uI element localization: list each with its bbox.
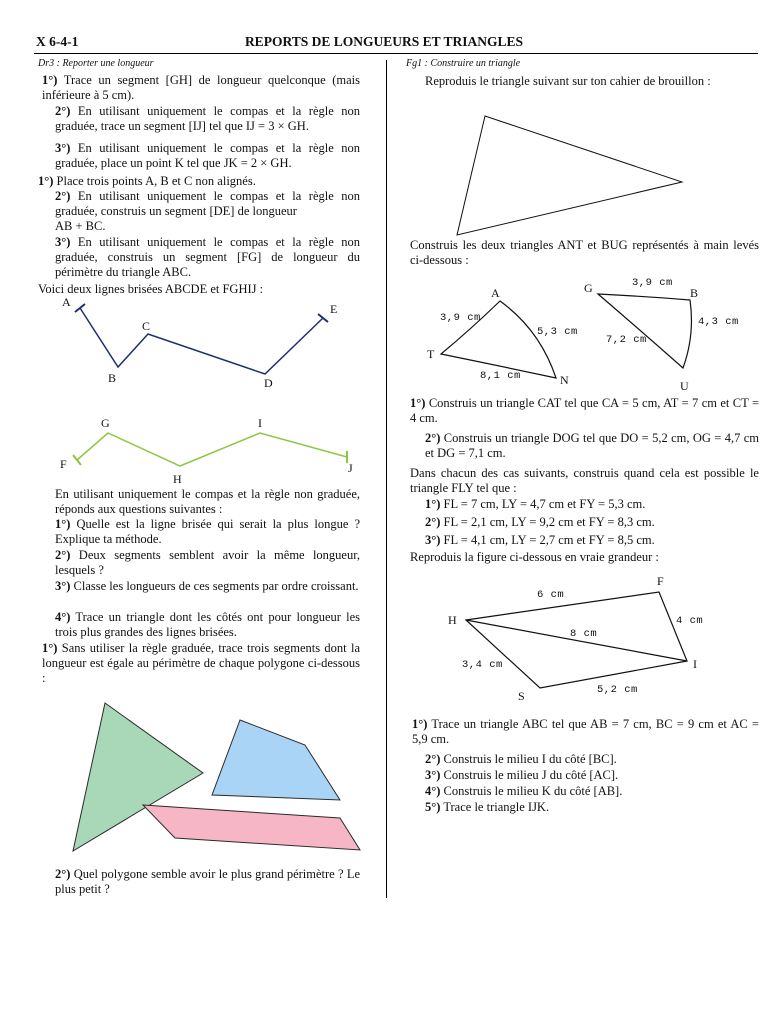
right-ex6-q2: 2°) Construis le milieu I du côté [BC]. <box>425 752 617 766</box>
point-i: I <box>258 416 262 430</box>
bug-len-gu: 7,2 cm <box>606 334 647 346</box>
bug-label-g: G <box>584 281 593 295</box>
left-ex3-q4: 4°) Trace un triangle dont les côtés ont pour longueur les trois plus grandes des lignes brisées. <box>55 610 360 639</box>
right-ex4-q2: 2°) FL = 2,1 cm, LY = 9,2 cm et FY = 8,3 cm. <box>425 515 655 529</box>
left-ex1-q1: 1°) Trace un segment [GH] de longueur quelconque (mais inférieure à 5 cm). <box>42 73 360 102</box>
point-e: E <box>330 302 338 316</box>
right-ex1-text: Reproduis le triangle suivant sur ton cahier de brouillon : <box>425 74 711 88</box>
doc-code: X 6-4-1 <box>36 34 79 49</box>
ant-label-a: A <box>491 286 500 300</box>
left-ex2-q2b: AB + BC. <box>55 219 106 233</box>
ant-len-an: 5,3 cm <box>537 326 578 338</box>
point-f: F <box>60 457 67 471</box>
point-g: G <box>101 416 110 430</box>
ant-label-t: T <box>427 347 435 361</box>
left-ex3-q3: 3°) Classe les longueurs de ces segments par ordre croissant. <box>55 579 359 593</box>
fhis-label-s: S <box>518 689 525 703</box>
right-ex4-q1: 1°) FL = 7 cm, LY = 4,7 cm et FY = 5,3 cm. <box>425 497 646 511</box>
right-ex4-q3: 3°) FL = 4,1 cm, LY = 2,7 cm et FY = 8,5 cm. <box>425 533 655 547</box>
left-ex1-q3: 3°) En utilisant uniquement le compas et la règle non graduée, place un point K tel que JK = 2 × GH. <box>55 141 361 170</box>
bug-label-u: U <box>680 379 689 393</box>
fhis-label-i: I <box>693 657 697 671</box>
point-c: C <box>142 319 151 333</box>
fhis-label-h: H <box>448 613 457 627</box>
left-ex3-q1: 1°) Quelle est la ligne brisée qui serait la plus longue ? Explique ta méthode. <box>55 517 361 546</box>
ant-label-n: N <box>560 373 569 387</box>
section-label-right: Fg1 : Construire un triangle <box>406 58 521 69</box>
left-ex1-q2: 2°) En utilisant uniquement le compas et la règle non graduée, trace un segment [IJ] tel que IJ = 3 × GH. <box>55 104 361 133</box>
section-label-left: Dr3 : Reporter une longueur <box>38 58 154 69</box>
point-h: H <box>173 472 182 486</box>
doc-title: REPORTS DE LONGUEURS ET TRIANGLES <box>244 34 524 49</box>
right-ex3-q2: 2°) Construis un triangle DOG tel que DO = 5,2 cm, OG = 4,7 cm et DG = 7,1 cm. <box>425 431 759 460</box>
fhis-len-hi: 8 cm <box>570 628 598 640</box>
point-j: J <box>348 461 353 475</box>
left-ex3-intro: Voici deux lignes brisées ABCDE et FGHIJ : <box>38 282 264 296</box>
fhis-len-si: 5,2 cm <box>597 684 638 696</box>
left-ex3-text: En utilisant uniquement le compas et la règle non graduée, réponds aux questions suivantes : <box>55 487 360 516</box>
right-ex4-intro: Dans chacun des cas suivants, construis quand cela est possible le triangle FLY tel que : <box>410 466 759 495</box>
right-ex3-q1: 1°) Construis un triangle CAT tel que CA = 5 cm, AT = 7 cm et CT = 4 cm. <box>410 396 760 425</box>
left-ex2-q3: 3°) En utilisant uniquement le compas et la règle non graduée, construis un segment [FG] de longueur du périmètre du triangle ABC. <box>55 235 361 279</box>
left-ex4-q2: 2°) Quel polygone semble avoir le plus grand périmètre ? Le plus petit ? <box>55 867 360 896</box>
right-ex6-q3: 3°) Construis le milieu J du côté [AC]. <box>425 768 619 782</box>
fhis-len-hs: 3,4 cm <box>462 659 503 671</box>
bug-len-gb: 3,9 cm <box>632 277 673 289</box>
point-b: B <box>108 371 117 385</box>
fhis-label-f: F <box>657 574 664 588</box>
right-ex2-intro: Construis les deux triangles ANT et BUG représentés à main levés ci-dessous : <box>410 238 759 267</box>
fhis-len-fi: 4 cm <box>676 615 704 627</box>
point-a: A <box>62 295 71 309</box>
right-ex5-intro: Reproduis la figure ci-dessous en vraie grandeur : <box>410 550 659 564</box>
point-d: D <box>264 376 273 390</box>
ant-len-at: 3,9 cm <box>440 312 481 324</box>
bug-label-b: B <box>690 286 699 300</box>
right-ex6-q5: 5°) Trace le triangle IJK. <box>425 800 550 814</box>
left-ex3-q2: 2°) Deux segments semblent avoir la même longueur, lesquels ? <box>55 548 361 577</box>
ant-len-tn: 8,1 cm <box>480 370 521 382</box>
left-ex4-q1: 1°) Sans utiliser la règle graduée, trace trois segments dont la longueur est égale au périmètre de chaque polygone ci-dessous : <box>42 641 360 685</box>
bug-len-bu: 4,3 cm <box>698 316 739 328</box>
right-ex6-q1: 1°) Trace un triangle ABC tel que AB = 7 cm, BC = 9 cm et AC = 5,9 cm. <box>412 717 759 746</box>
left-ex2-q2: 2°) En utilisant uniquement le compas et la règle non graduée, construis un segment [DE] de longueur <box>55 189 361 218</box>
fhis-len-hf: 6 cm <box>537 589 565 601</box>
right-ex6-q4: 4°) Construis le milieu K du côté [AB]. <box>425 784 623 798</box>
left-ex2-q1: 1°) Place trois points A, B et C non alignés. <box>38 174 256 188</box>
